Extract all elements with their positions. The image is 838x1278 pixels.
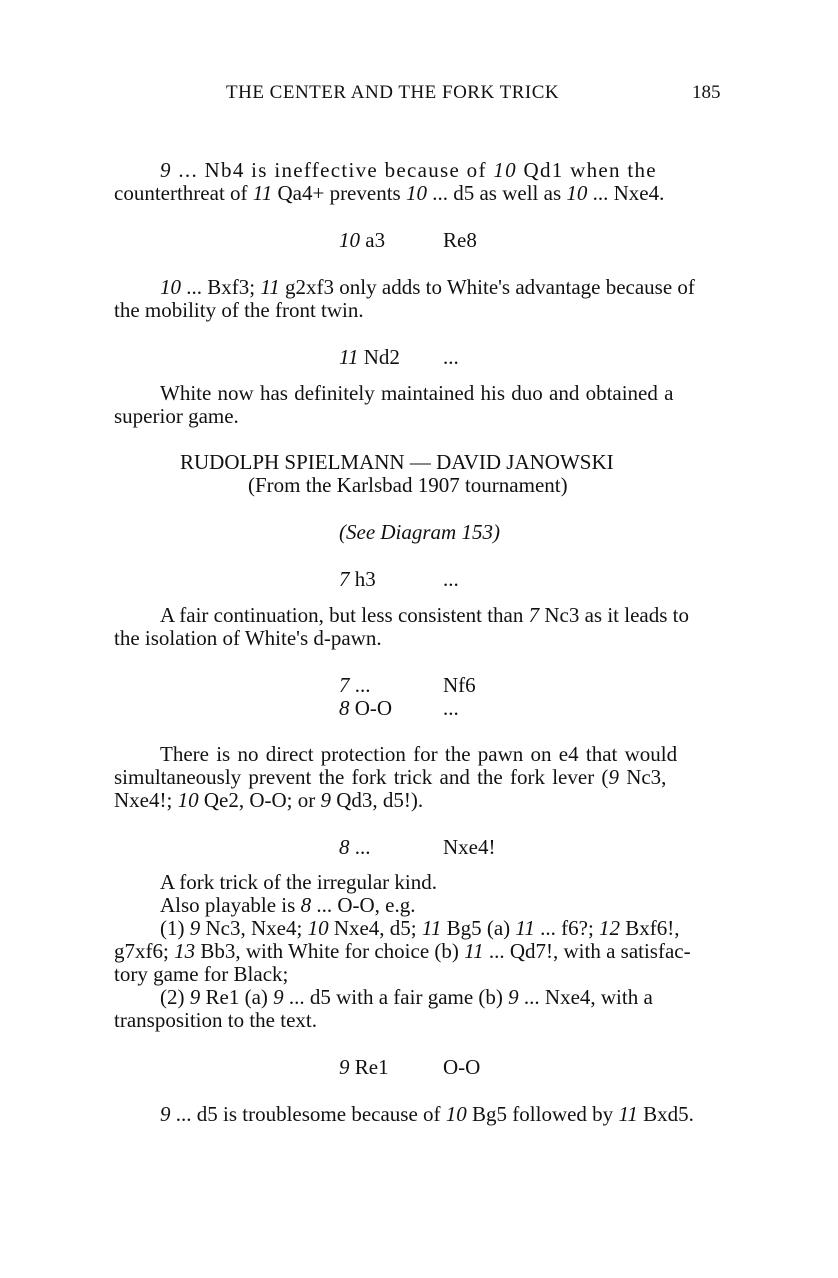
move-number: 9 <box>320 788 331 812</box>
game-event: (From the Karlsbad 1907 tournament) <box>248 473 568 497</box>
page-number: 185 <box>692 82 721 103</box>
paragraph-line: superior game. <box>114 404 239 428</box>
move-number: 9 <box>608 765 619 789</box>
move-number: 10 <box>445 1102 467 1126</box>
paragraph-line: A fork trick of the irregular kind. <box>160 870 437 894</box>
move-number: 12 <box>599 916 621 940</box>
move-black: Nf6 <box>443 673 476 697</box>
move-number: 11 <box>618 1102 638 1126</box>
move-white: 7 ... <box>339 673 371 697</box>
move-white: 8 ... <box>339 835 371 859</box>
paragraph-line: g7xf6; 13 Bb3, with White for choice (b) 11 ... Qd7!, with a satisfac- <box>114 939 691 963</box>
move-black: ... <box>443 696 459 720</box>
move-number: 11 <box>464 939 484 963</box>
move-number: 10 <box>405 181 427 205</box>
move-white: 9 Re1 <box>339 1055 389 1079</box>
paragraph-line: 9 ... d5 is troublesome because of 10 Bg5 followed by 11 Bxd5. <box>160 1102 694 1126</box>
move-number: 11 <box>260 275 280 299</box>
diagram-reference: (See Diagram 153) <box>339 520 500 544</box>
paragraph-line: transposition to the text. <box>114 1008 317 1032</box>
paragraph-line: simultaneously prevent the fork trick and the fork lever (9 Nc3, <box>114 765 667 789</box>
move-number: 9 <box>189 985 201 1009</box>
paragraph-line: A fair continuation, but less consistent than 7 Nc3 as it leads to <box>160 603 689 627</box>
move-number: 10 <box>160 275 181 299</box>
move-number: 13 <box>174 939 196 963</box>
paragraph-line: counterthreat of 11 Qa4+ prevents 10 ... d5 as well as 10 ... Nxe4. <box>114 181 665 205</box>
move-white: 11 Nd2 <box>339 345 400 369</box>
move-number: 9 <box>189 916 201 940</box>
move-number: 9 <box>160 158 172 182</box>
paragraph-line: White now has definitely maintained his duo and obtained a <box>160 381 674 405</box>
game-players: RUDOLPH SPIELMANN — DAVID JANOWSKI <box>180 450 614 474</box>
move-number: 11 <box>339 345 359 369</box>
move-black: Re8 <box>443 228 477 252</box>
paragraph-line: Nxe4!; 10 Qe2, O-O; or 9 Qd3, d5!). <box>114 788 424 812</box>
move-number: 11 <box>252 181 273 205</box>
running-header-title: THE CENTER AND THE FORK TRICK <box>226 82 560 103</box>
paragraph-line: 10 ... Bxf3; 11 g2xf3 only adds to White's advantage because of <box>160 275 695 299</box>
move-black: Nxe4! <box>443 835 496 859</box>
move-number: 10 <box>566 181 588 205</box>
paragraph-line: 9 ... Nb4 is ineffective because of 10 Qd1 when the <box>160 158 657 182</box>
move-number: 11 <box>421 916 442 940</box>
move-number: 8 <box>300 893 312 917</box>
move-number: 9 <box>339 1055 350 1079</box>
move-number: 10 <box>339 228 360 252</box>
paragraph-line: the isolation of White's d-pawn. <box>114 626 382 650</box>
move-number: 9 <box>508 985 519 1009</box>
move-number: 10 <box>177 788 199 812</box>
move-number: 11 <box>515 916 535 940</box>
move-number: 10 <box>493 158 517 182</box>
move-black: ... <box>443 345 459 369</box>
move-number: 7 <box>528 603 540 627</box>
move-number: 8 <box>339 696 350 720</box>
move-white: 7 h3 <box>339 567 376 591</box>
paragraph-line: There is no direct protection for the pawn on e4 that would <box>160 742 678 766</box>
move-black: ... <box>443 567 459 591</box>
paragraph-line: Also playable is 8 ... O-O, e.g. <box>160 893 416 917</box>
move-number: 9 <box>273 985 284 1009</box>
paragraph-line: the mobility of the front twin. <box>114 298 364 322</box>
move-number: 7 <box>339 673 350 697</box>
move-white: 8 O-O <box>339 696 393 720</box>
move-number: 9 <box>160 1102 171 1126</box>
paragraph-line: tory game for Black; <box>114 962 289 986</box>
move-white: 10 a3 <box>339 228 386 252</box>
paragraph-line: (2) 9 Re1 (a) 9 ... d5 with a fair game (b) 9 ... Nxe4, with a <box>160 985 653 1009</box>
paragraph-line: (1) 9 Nc3, Nxe4; 10 Nxe4, d5; 11 Bg5 (a) 11 ... f6?; 12 Bxf6!, <box>160 916 680 940</box>
move-number: 7 <box>339 567 350 591</box>
move-number: 10 <box>307 916 329 940</box>
move-number: 8 <box>339 835 350 859</box>
move-black: O-O <box>443 1055 481 1079</box>
